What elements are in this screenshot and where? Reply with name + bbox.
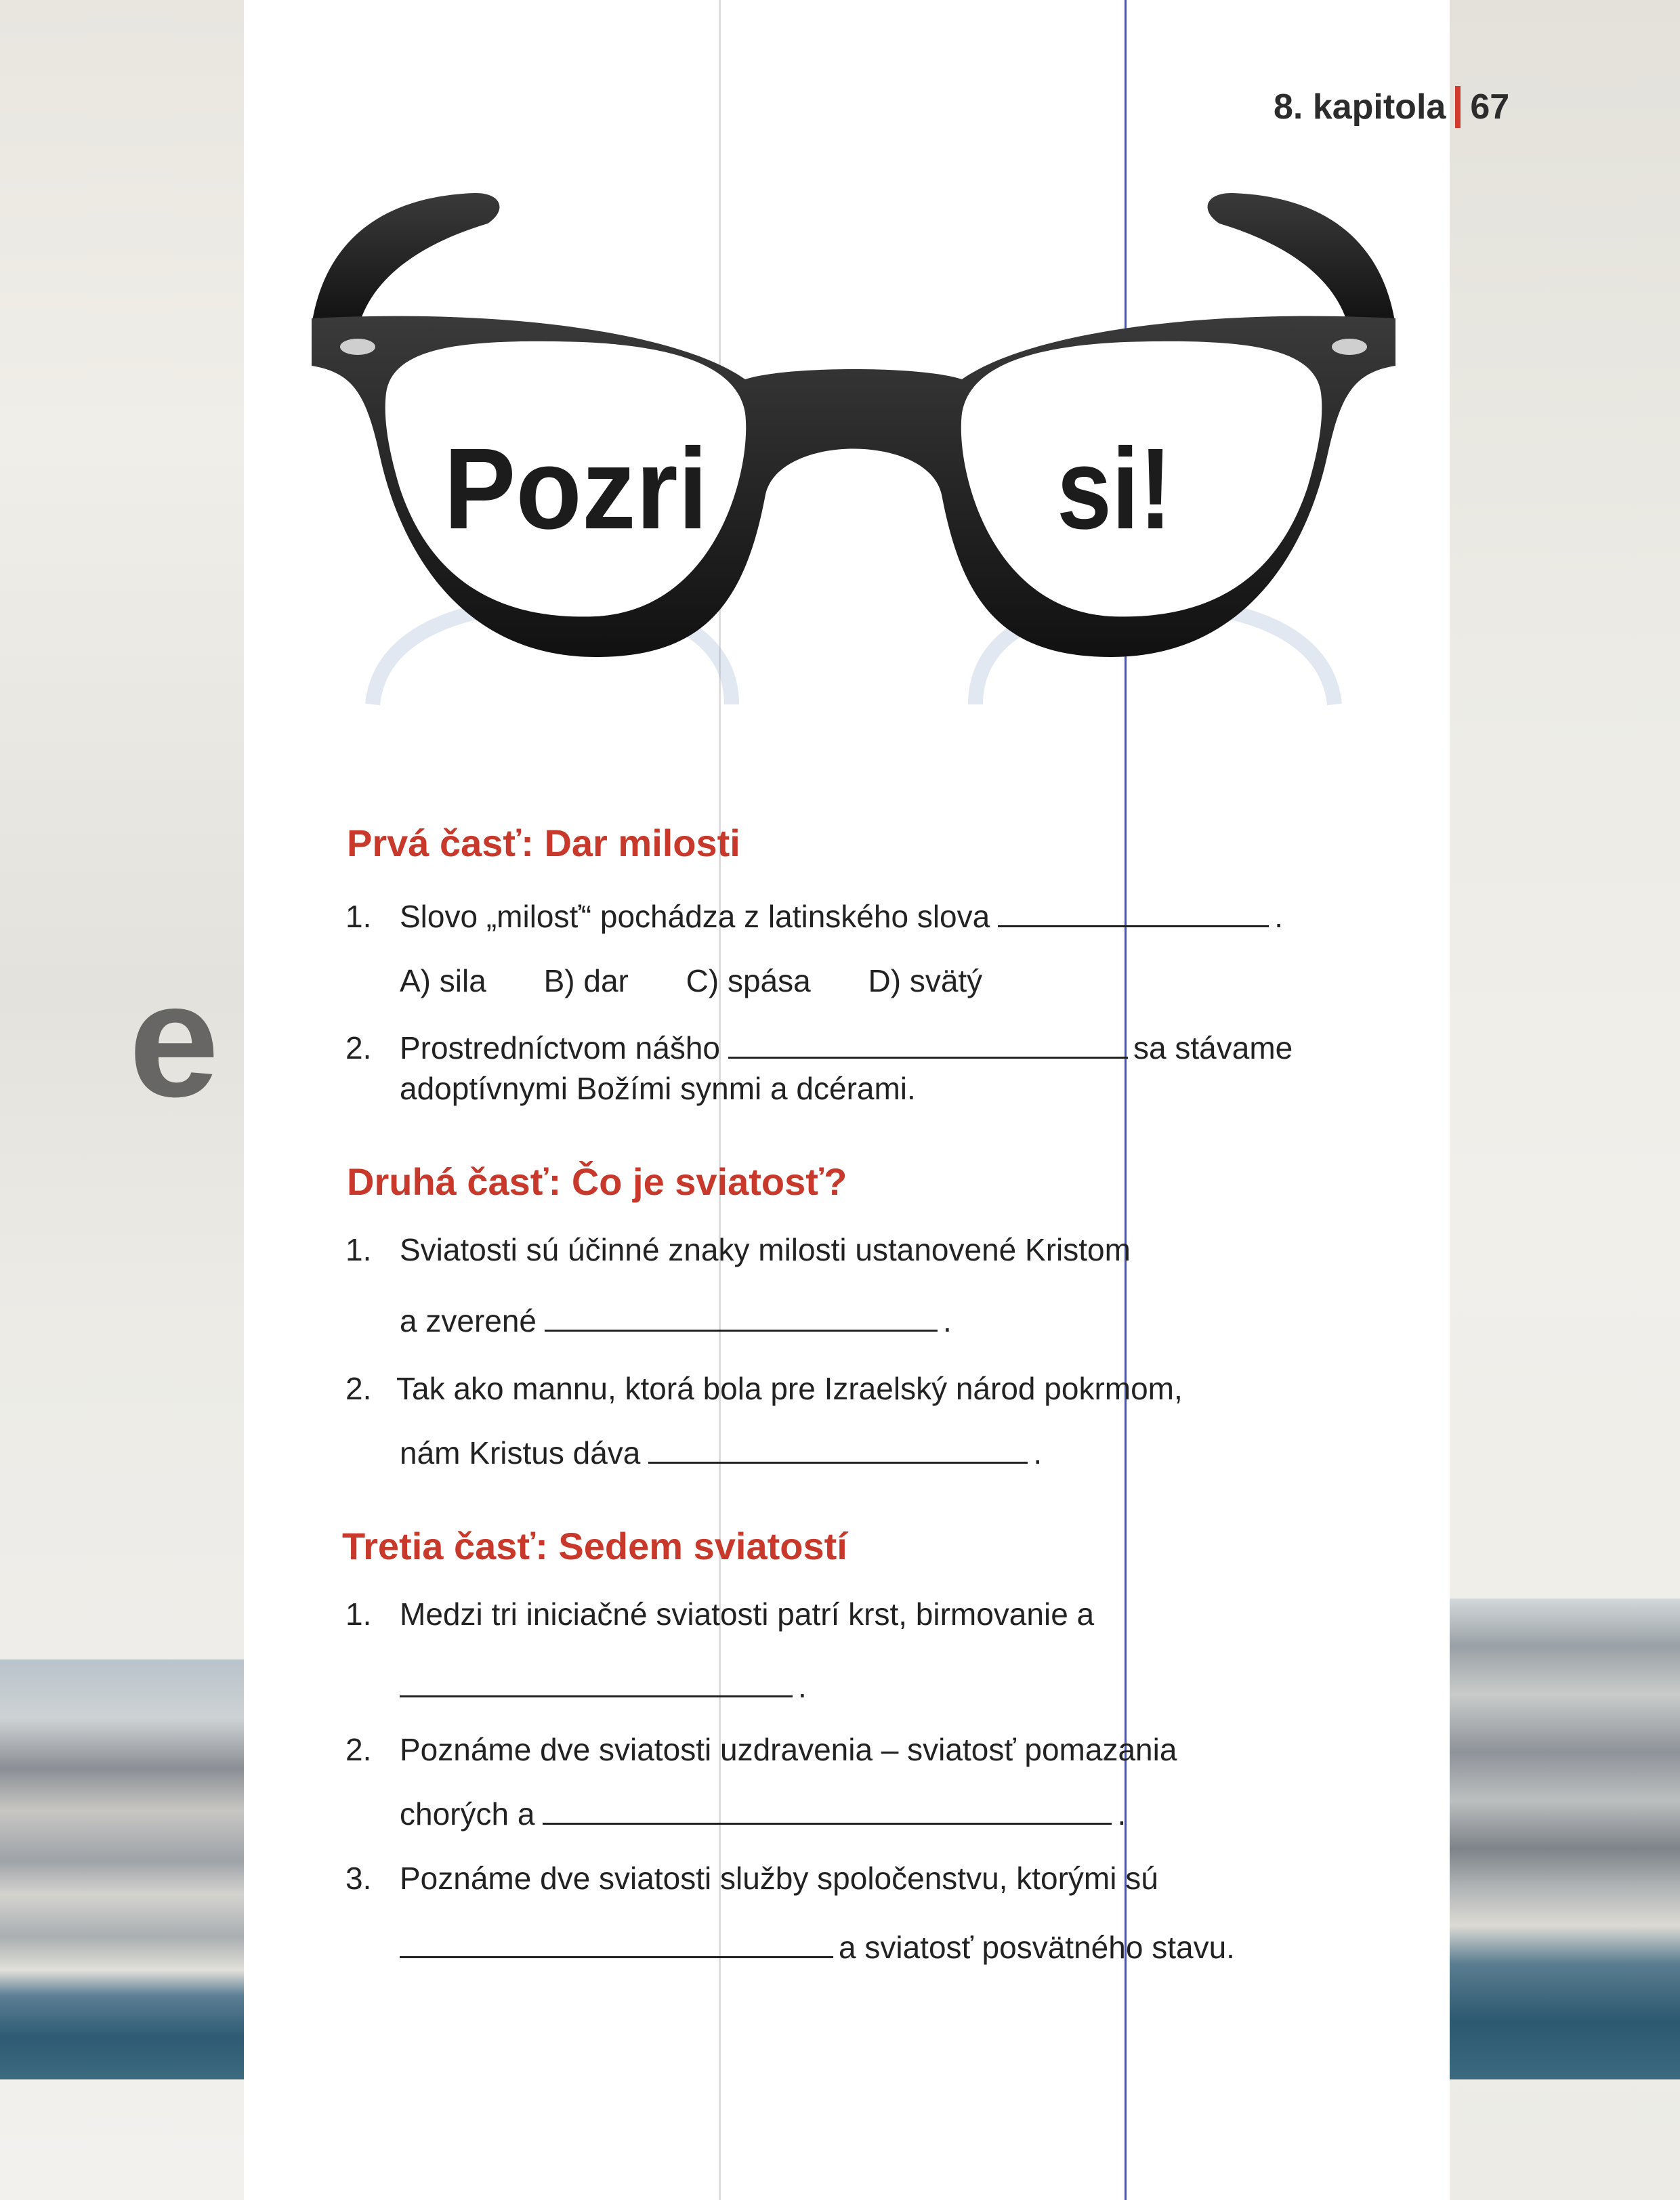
question-prompt: Poznáme dve sviatosti služby spoločenstvu, ktorými sú	[400, 1861, 1158, 1896]
option-d[interactable]: D) svätý	[868, 963, 983, 998]
question-number: 1.	[345, 899, 372, 934]
section-title: Druhá časť: Čo je sviatosť?	[347, 1160, 847, 1203]
question-line2	[400, 1666, 807, 1707]
option-b[interactable]: B) dar	[543, 963, 629, 998]
question-line2	[400, 1300, 952, 1341]
right-temple	[1208, 193, 1395, 325]
question-number: 2.	[345, 1371, 372, 1406]
glasses-illustration	[298, 169, 1409, 711]
question-prompt: Medzi tri iniciačné sviatosti patrí krst, birmovanie a	[400, 1596, 1095, 1632]
section-title: Tretia časť: Sedem sviatostí	[342, 1525, 847, 1567]
question-number: 3.	[345, 1861, 372, 1896]
question-end: .	[1274, 899, 1283, 934]
question-number: 1.	[345, 1596, 372, 1632]
answer-blank[interactable]	[400, 1668, 793, 1697]
question-prompt: Poznáme dve sviatosti uzdravenia – sviatosť pomazania	[400, 1732, 1177, 1767]
question-text	[400, 896, 1283, 937]
question-prompt: Slovo „milosť“ pochádza z latinského slova	[400, 899, 990, 934]
question-line2: adoptívnymi Božími synmi a dcérami.	[400, 1071, 916, 1106]
answer-blank[interactable]	[728, 1030, 1128, 1059]
right-rivet	[1332, 339, 1367, 355]
question-prompt: Tak ako mannu, ktorá bola pre Izraelský národ pokrmom,	[396, 1371, 1183, 1406]
question-line2-text: a zverené	[400, 1303, 537, 1338]
background-letter-fragment: e	[129, 962, 219, 1118]
question-end: .	[943, 1303, 952, 1338]
question-line2	[400, 1433, 1042, 1473]
option-c[interactable]: C) spása	[686, 963, 811, 998]
left-sea-photo	[0, 1659, 244, 2079]
question-number: 2.	[345, 1030, 372, 1065]
chapter-label: 8. kapitola	[1274, 87, 1446, 127]
question-after: a sviatosť posvätného stavu.	[839, 1930, 1235, 1965]
hero-word-right: si!	[1057, 425, 1172, 553]
question-text	[400, 1028, 1293, 1068]
question-line2	[400, 1794, 1126, 1834]
left-rivet	[340, 339, 375, 355]
answer-options	[400, 960, 1031, 1001]
header-separator	[1455, 86, 1461, 128]
left-temple	[312, 193, 499, 325]
answer-blank[interactable]	[543, 1796, 1112, 1825]
question-number: 1.	[345, 1232, 372, 1267]
question-end: .	[798, 1669, 807, 1704]
page-number: 67	[1470, 87, 1510, 127]
question-end: .	[1117, 1796, 1127, 1832]
answer-blank[interactable]	[648, 1435, 1028, 1464]
right-sea-photo	[1450, 1599, 1680, 2079]
question-line2	[400, 1927, 1235, 1968]
question-number: 2.	[345, 1732, 372, 1767]
question-line2-text: nám Kristus dáva	[400, 1435, 641, 1471]
hero-word-left: Pozri	[444, 425, 708, 553]
question-after: sa stávame	[1133, 1030, 1293, 1065]
answer-blank[interactable]	[545, 1303, 938, 1332]
question-line2-text: chorých a	[400, 1796, 535, 1832]
section-title: Prvá časť: Dar milosti	[347, 822, 740, 864]
option-a[interactable]: A) sila	[400, 963, 486, 998]
question-end: .	[1033, 1435, 1043, 1471]
answer-blank[interactable]	[998, 898, 1269, 927]
question-prompt: Prostredníctvom nášho	[400, 1030, 721, 1065]
page-header	[1274, 87, 1509, 127]
question-prompt: Sviatosti sú účinné znaky milosti ustanovené Kristom	[400, 1232, 1131, 1267]
answer-blank[interactable]	[400, 1929, 833, 1958]
